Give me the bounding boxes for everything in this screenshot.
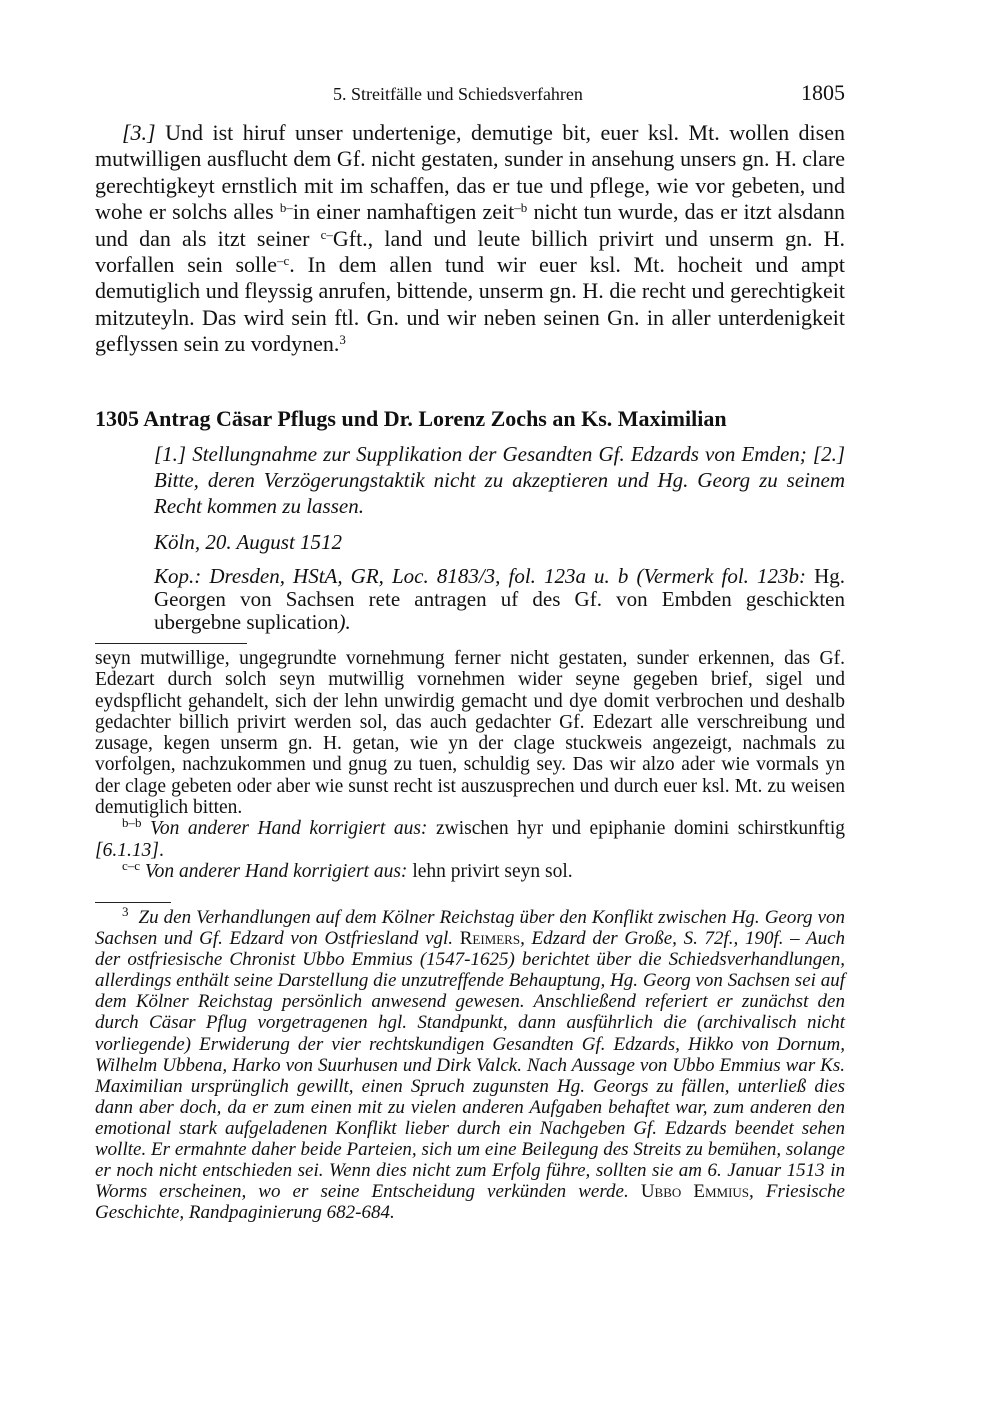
variant-mark: –c [277,253,290,269]
footnote-3 [95,904,846,1224]
running-title: 5. Streitfälle und Schiedsverfahren [333,84,583,104]
document-regest [154,441,845,634]
footnote-text: , Edzard der Große, S. 72f., 190f. – Auch der ostfriesische Chronist Ubbo Emmius (1547-1625) berichtet über die Schiedsverhandlungen, allerdings enthält seine Darstellung die unzutreffende Behauptung, Hg. Georg von Sachsen sei auf dem Kölner Reichstag persönlich anwesend gewesen. Anschließend referiert er zunächst den durch Cäsar Pflug vorgetragenen hgl. Standpunkt, dann ausführlich die (archivalisch nicht vorliegende) Erwiderung der vier rechtskundigen Gesandten Gf. Edzards, Hikko von Dornum, Wilhelm Ubbena, Harko von Suurhusen und Dirk Valck. Nach Aussage von Ubbo Emmius war Ks. Maximilian ursprünglich gewillt, einen Spruch zugunsten Hg. Georgs zu fällen, unterließ dies dann aber doch, da er zum einen mit zu vielen anderen Aufgaben behaftet war, zum anderen den emotional stark aufgeladenen Konflikt lieber durch ein Nachgeben Gf. Edzards beendet sehen wollte. Er ermahnte daher beide Parteien, sich um eine Beilegung des Streits zu bemühen, solange er noch nicht entschieden sei. Wenn dies nicht zum Erfolg führe, sollten sie am 6. Januar 1513 in Worms erscheinen, wo er seine Entscheidung verkünden werde. [95,928,846,1203]
variant-mark: b– [279,200,293,216]
document-source [154,565,845,634]
source-close: ). [338,610,351,634]
variant-note-text: zwischen hyr und epiphanie domini schirstkunftig [427,818,846,840]
paragraph-3 [95,120,845,358]
running-header [95,80,845,110]
author-name: Ubbo Emmius [640,1181,750,1203]
footnote-rule [95,902,171,903]
text-run: in einer namhaftigen zeit [292,199,515,225]
source-citation: Kop.: Dresden, HStA, GR, Loc. 8183/3, fol. 123a u. b (Vermerk fol. 123b: [154,564,815,588]
text-run: nicht tun wurde, das er itzt alsdann und dan als itzt seiner [95,199,845,251]
document-date: Köln, 20. August 1512 [154,530,343,554]
document-heading: 1305 Antrag Cäsar Pflugs und Dr. Lorenz Zochs an Ks. Maximilian [95,406,727,431]
document-summary: [1.] Stellungnahme zur Supplikation der Gesandten Gf. Edzards von Emden; [2.] Bitte, deren Verzögerungstaktik nicht zu akzeptieren und Hg. Georg zu seinem Recht kommen zu lassen. [154,442,845,518]
footnote-text: , Friesische Geschichte, Randpaginierung 682-684. [95,1181,845,1224]
source-note: Hg. Georgen von Sachsen rete antragen uf des Gf. von Embden geschickten ubergebne suplication [154,564,845,634]
variant-apparatus [95,648,845,882]
variant-note-b [95,815,846,861]
footnote-body [95,904,846,1224]
page-number: 1805 [801,80,845,105]
variant-mark: –b [514,200,528,216]
variant-note-date: [6.1.13] [95,839,159,861]
footnote-number: 3 [122,904,129,919]
variant-note-mark: c–c [122,857,141,873]
author-name: Reimers [459,928,521,950]
variant-note-label: Von anderer Hand korrigiert aus: [144,860,408,882]
variant-continuation: seyn mutwillige, ungegrundte vornehmung ferner nicht gestaten, sunder erkennen, das Gf. Edezart durch solch seyn mutwillig vornehmen wider seyne gegeben brief, sigel und eydspflicht gehandelt, sich der lehn unwirdig gemacht und dye domit verbrochen und deshalb gedachter billich privirt werden sol, das auch gedachter Gf. Edezart alle verschreibung und zusage, kegen unserm gn. H. getan, wie yn der clage stuckweis angezeigt, nachmals zu vorfolgen, nachzukommen und gnug zu tuen, schuldig sey. Das wir alzo ader wie vormals yn der clage gebeten oder aber wie sunst recht ist auszusprechen und durch euer ksl. Mt. zu weisen demutiglich bitten. [95,648,845,819]
footnote-text: Zu den Verhandlungen auf dem Kölner Reichstag über den Konflikt zwischen Hg. Georg von Sachsen und Gf. Edzard von Ostfriesland vgl. [95,907,845,950]
variant-note-label: Von anderer Hand korrigiert aus: [150,818,428,840]
main-text [95,120,845,358]
variant-apparatus-rule [95,643,247,644]
variant-note-mark: b–b [122,815,142,831]
variant-note-end: . [158,839,164,861]
footnote-reference[interactable]: 3 [339,332,346,348]
text-run: Gft., land und leute billich privirt und unserm gn. H. vorfallen sein solle [95,225,845,278]
section-number: [3.] [122,120,156,145]
text-run: . In dem allen tund wir euer ksl. Mt. hocheit und ampt demutiglich und fleyssig anrufen, bittende, unserm gn. H. die recht und gerechtigkeit mitzuteyln. Das wird sein ftl. Gn. und wir neben seinen Gn. in aller unterdenigkeit geflyssen sein zu vordynen. [95,252,845,357]
variant-note-text: lehn privirt seyn sol. [407,860,573,882]
text-run: Und ist hiruf unser undertenige, demutige bit, euer ksl. Mt. wollen disen mutwilligen ausflucht dem Gf. nicht gestaten, sunder in ansehung unsers gn. H. clare gerechtigkeyt ernstlich mit im schaffen, das er tue und pflege, wie vor gebeten, und wohe er solchs alles [95,120,845,225]
variant-mark: c– [320,226,333,242]
variant-note-c [95,857,845,882]
